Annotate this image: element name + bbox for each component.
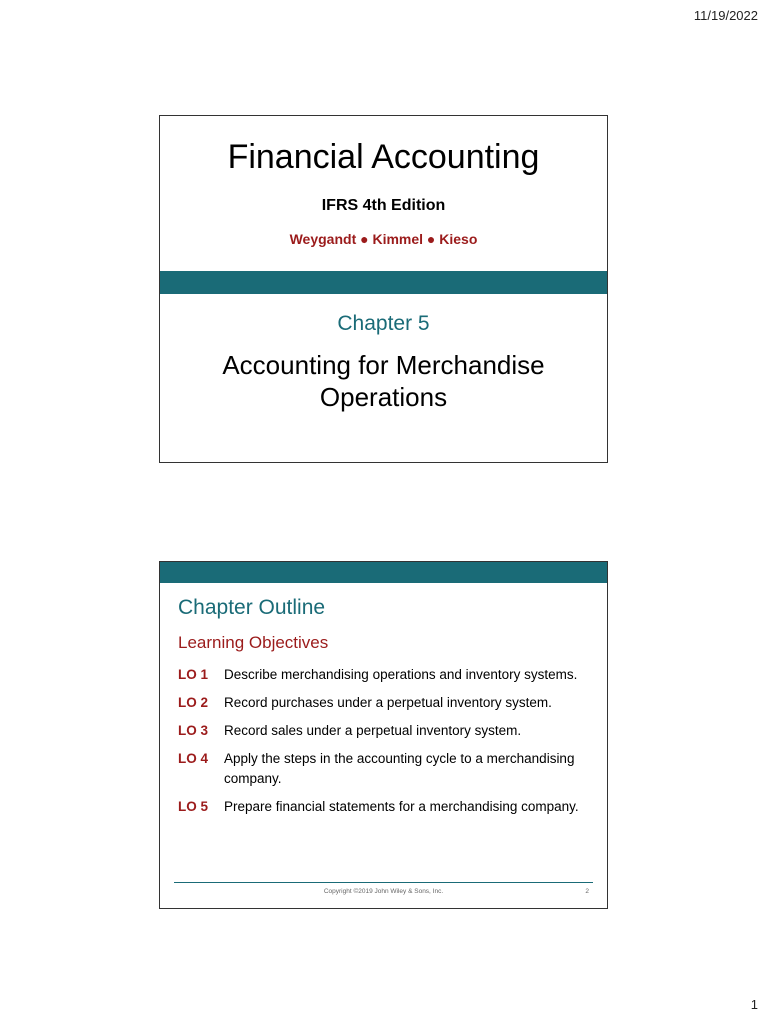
chapter-title: Accounting for Merchandise Operations (222, 350, 545, 412)
title-slide (159, 115, 608, 463)
edition-label: IFRS 4th Edition (321, 197, 446, 214)
outline-heading: Chapter Outline (178, 596, 326, 619)
lo-code: LO 1 (178, 667, 209, 682)
lo-text: Describe merchandising operations and inventory systems. (224, 667, 578, 682)
list-item (178, 797, 593, 817)
lo-code: LO 4 (178, 751, 209, 766)
list-item (178, 665, 593, 685)
lo-code: LO 2 (178, 695, 209, 710)
lo-text: Record purchases under a perpetual inventory system. (224, 695, 552, 710)
list-item (178, 749, 593, 789)
footer-divider (174, 882, 593, 883)
lo-code: LO 3 (178, 723, 209, 738)
lo-text: Record sales under a perpetual inventory system. (224, 723, 522, 738)
lo-code: LO 5 (178, 799, 209, 814)
page-number: 1 (750, 997, 758, 1012)
authors-line: Weygandt ● Kimmel ● Kieso (289, 231, 478, 247)
book-title: Financial Accounting (227, 138, 540, 176)
teal-divider-band (160, 271, 607, 294)
learning-objectives-list (178, 665, 593, 825)
list-item (178, 721, 593, 741)
teal-header-band (160, 562, 607, 583)
list-item (178, 693, 593, 713)
copyright-notice: Copyright ©2019 John Wiley & Sons, Inc. (323, 888, 444, 895)
chapter-number: Chapter 5 (337, 312, 430, 335)
learning-objectives-heading: Learning Objectives (178, 633, 329, 652)
slide-number: 2 (585, 888, 589, 895)
outline-slide (159, 561, 608, 909)
lo-text: Prepare financial statements for a merchandising company. (224, 799, 579, 814)
print-date: 11/19/2022 (693, 8, 758, 23)
lo-text: Apply the steps in the accounting cycle to a merchandising company. (224, 751, 575, 786)
